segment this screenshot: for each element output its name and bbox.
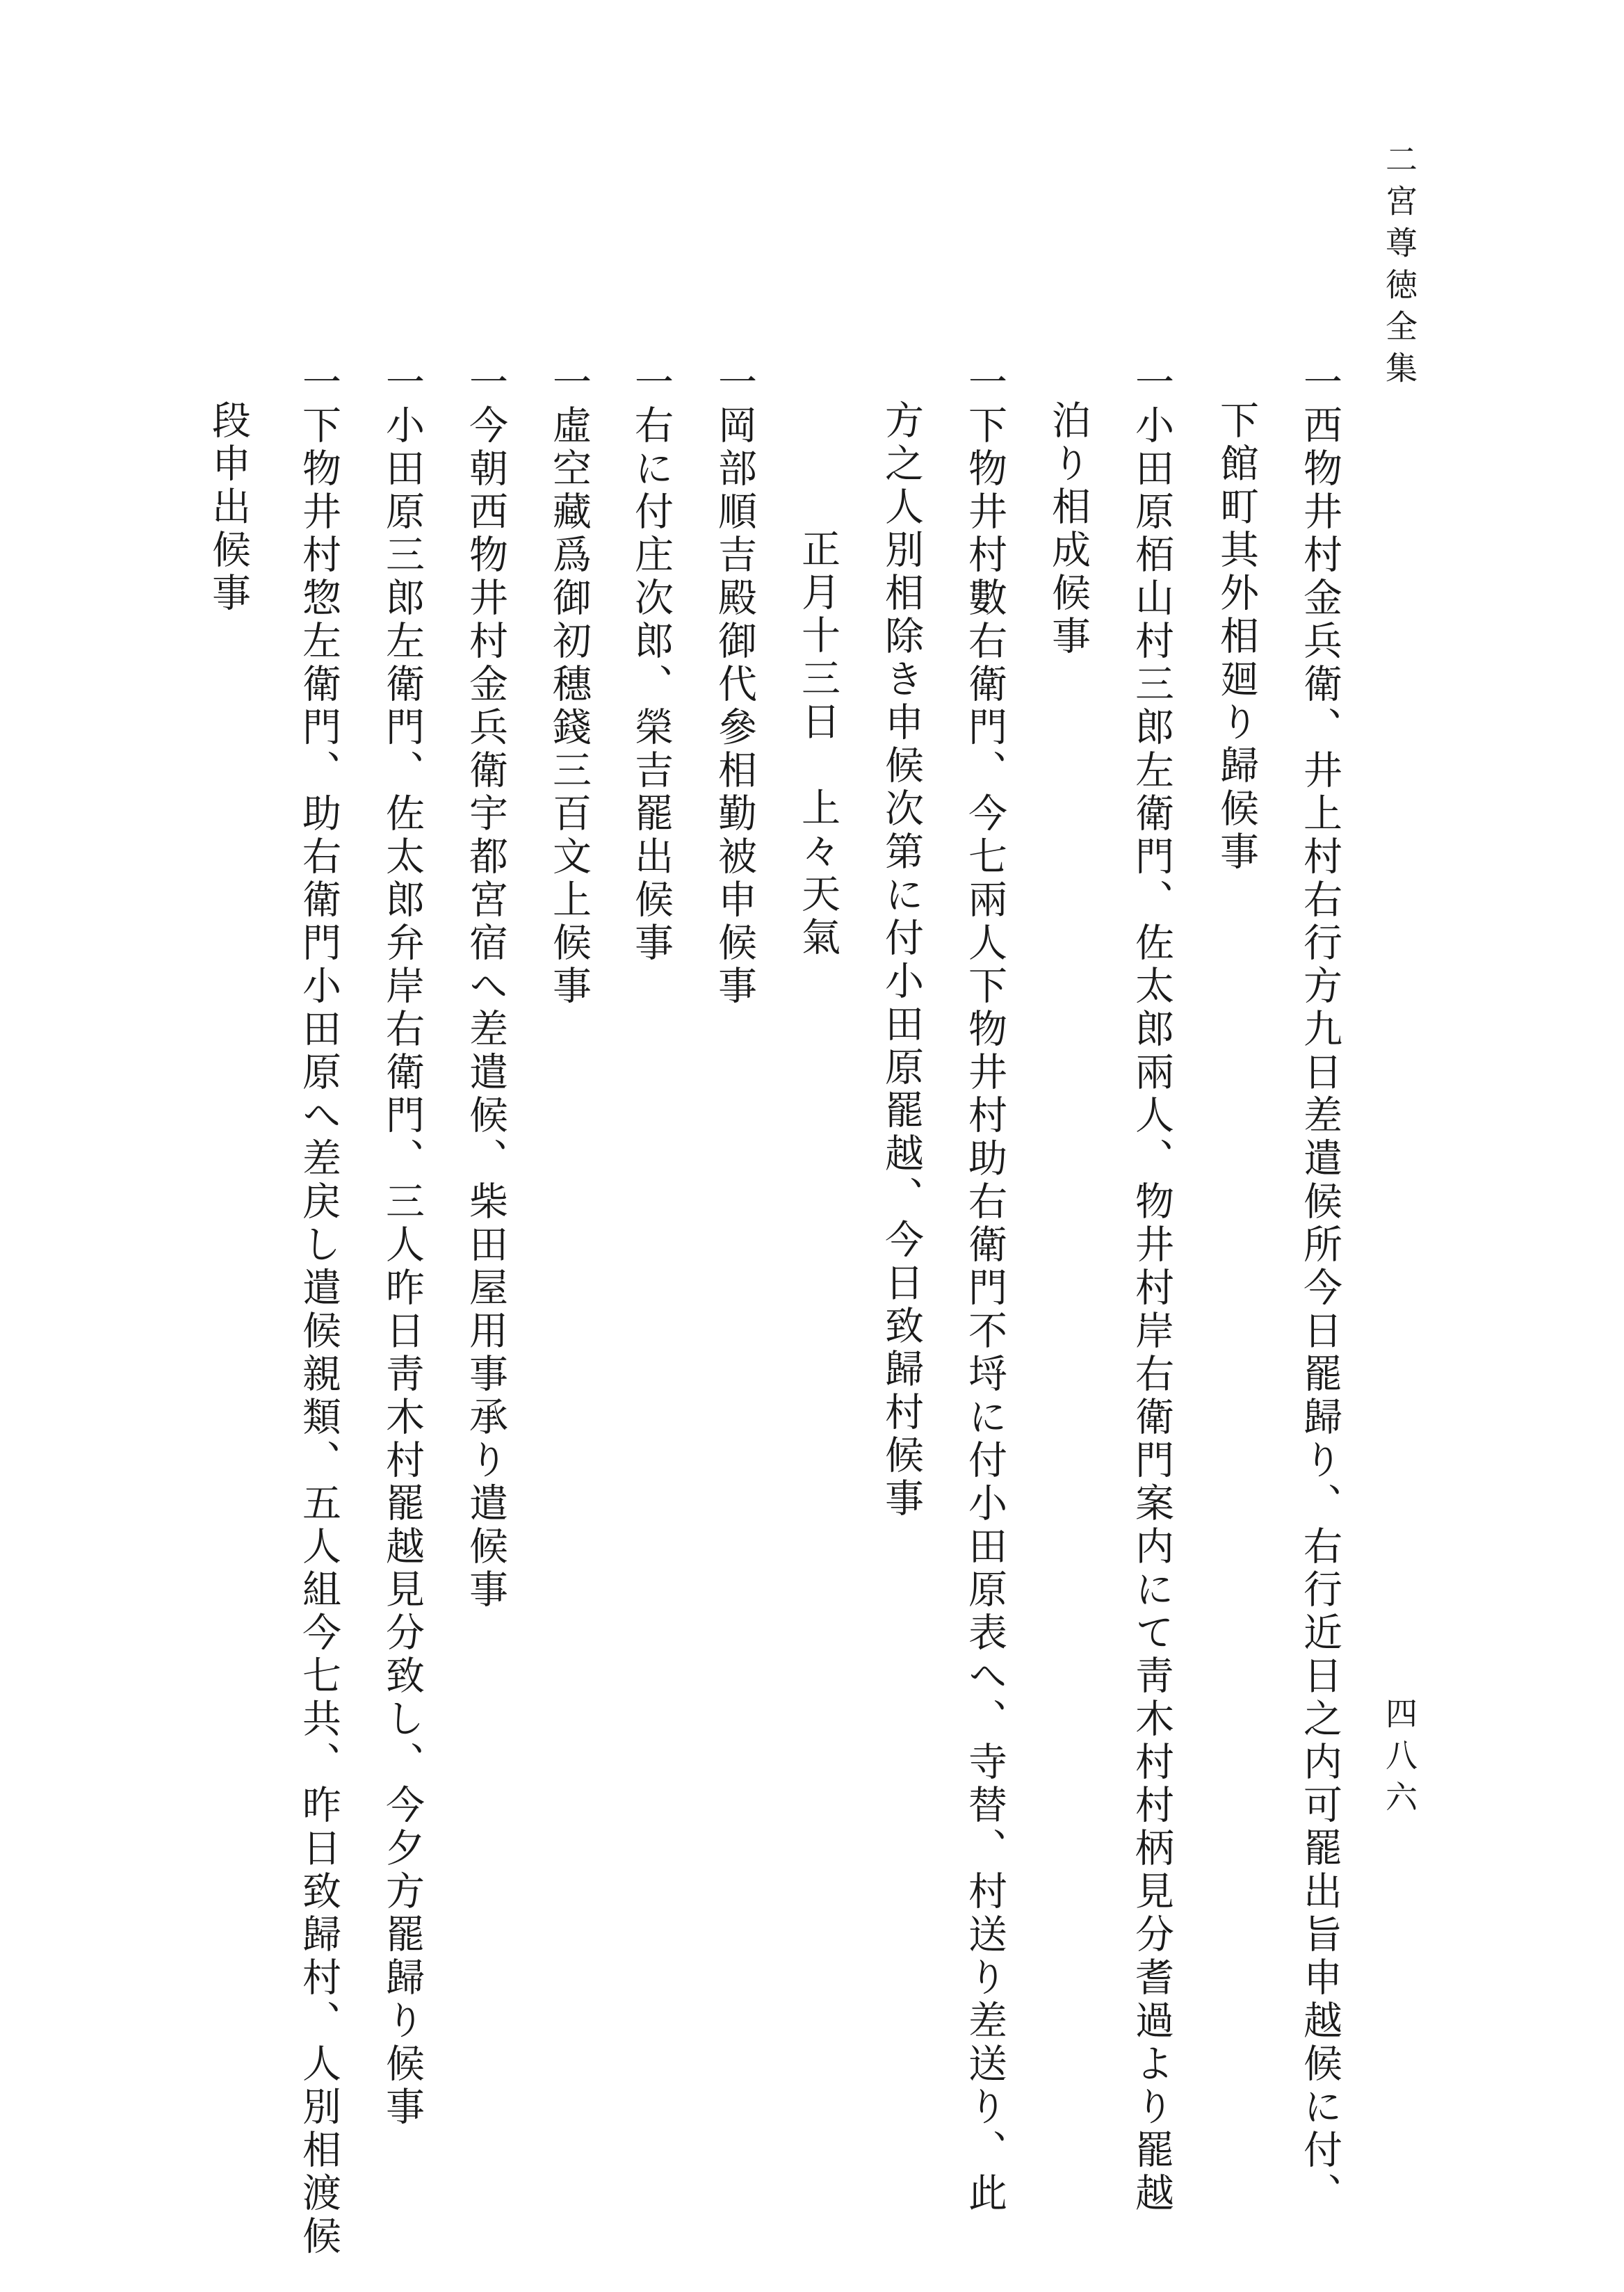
text-column-1: 一西物井村金兵衛、井上村右行方九日差遣候所今日罷歸り、右行近日之内可罷出旨申越候に付、 <box>1297 362 1342 2216</box>
text-column-12: 一小田原三郎左衛門、佐太郎弁岸右衛門、三人昨日靑木村罷越見分致し、今夕方罷歸り候事 <box>380 362 425 2129</box>
text-column-5: 一下物井村數右衛門、今七兩人下物井村助右衛門不埒に付小田原表へ、寺替、村送り差送り、此 <box>962 362 1007 2216</box>
text-column-14: 段申出候事 <box>206 400 251 615</box>
text-column-10: 一虛空藏爲御初穗錢三百文上候事 <box>546 362 592 1008</box>
text-column-9: 一右に付庄次郎、榮吉罷出候事 <box>628 362 674 965</box>
text-column-4: 泊り相成候事 <box>1046 400 1091 659</box>
text-column-8: 一岡部順吉殿御代參相勤被申候事 <box>712 362 757 1008</box>
running-head-title: 二宮尊徳全集 <box>1381 143 1418 393</box>
text-column-6: 方之人別相除き申候次第に付小田原罷越、今日致歸村候事 <box>879 400 924 1521</box>
text-column-11: 一今朝西物井村金兵衛宇都宮宿へ差遣候、柴田屋用事承り遣候事 <box>463 362 508 1612</box>
text-column-13: 一下物井村惣左衛門、助右衛門小田原へ差戻し遣候親類、五人組今七共、昨日致歸村、人別相渡候 <box>296 362 341 2259</box>
text-column-3: 一小田原栢山村三郎左衛門、佐太郎兩人、物井村岸右衛門案内にて靑木村村柄見分耆過より罷越 <box>1129 362 1174 2216</box>
date-weather-line: 正月十三日 上々天氣 <box>795 528 841 960</box>
text-column-2: 下館町其外相廻り歸候事 <box>1214 400 1259 874</box>
page-number: 四八六 <box>1381 1697 1418 1822</box>
